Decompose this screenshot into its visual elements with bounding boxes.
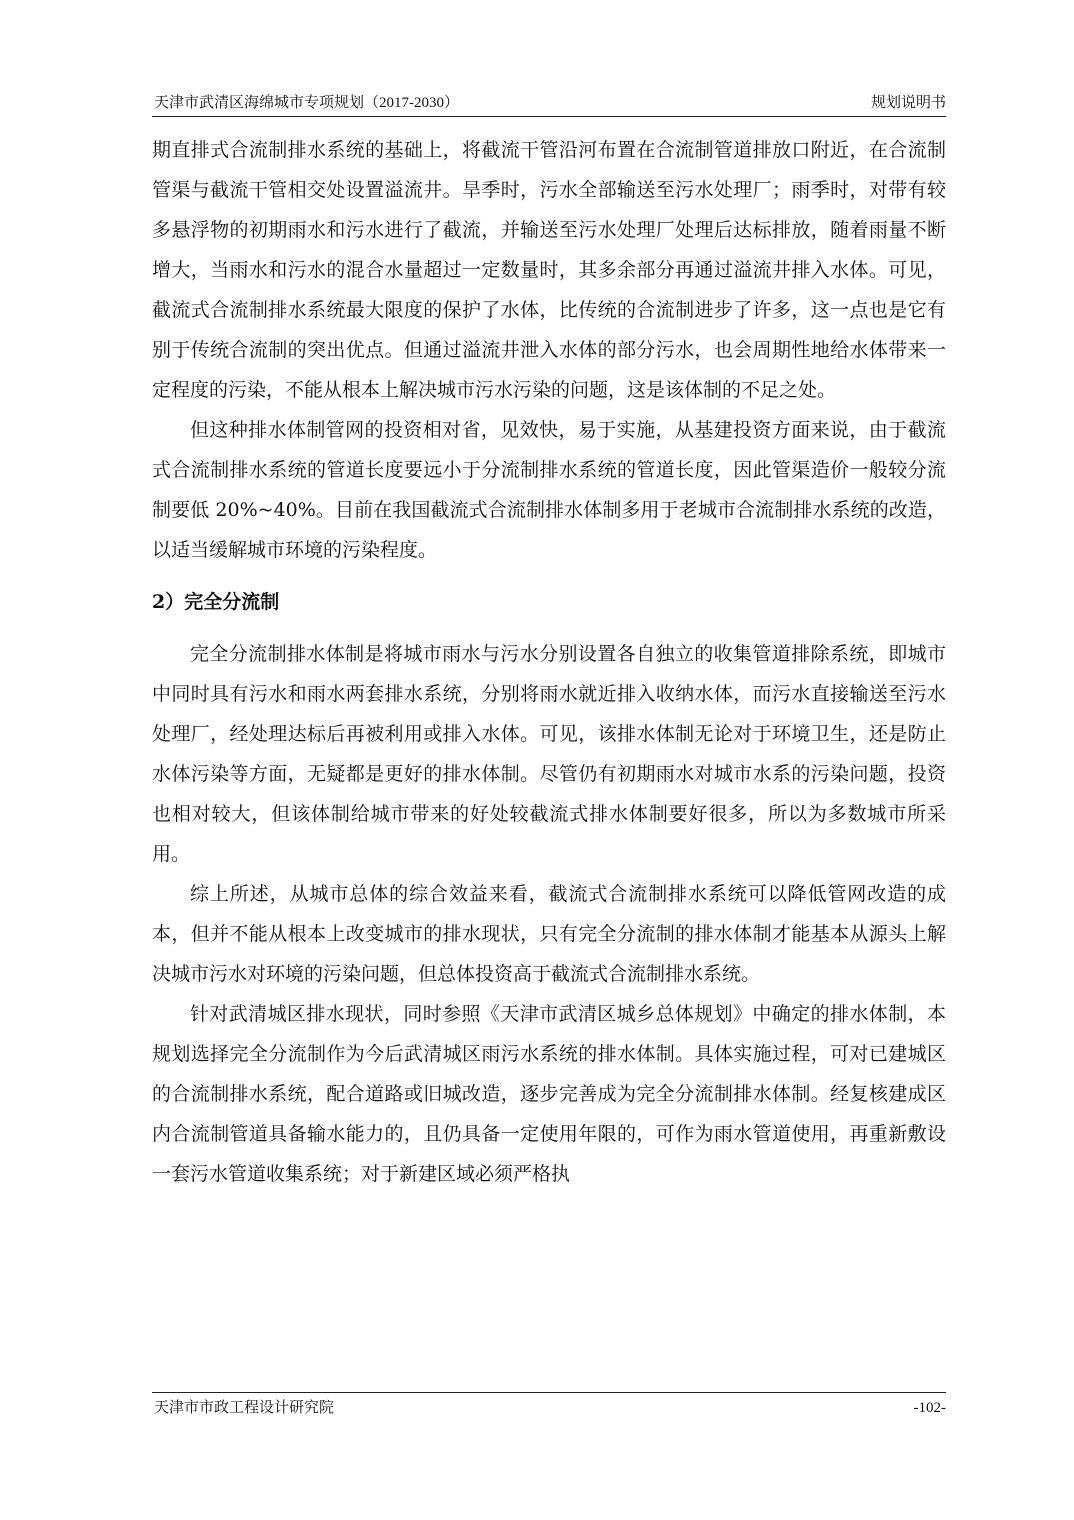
paragraph-3: 完全分流制排水体制是将城市雨水与污水分别设置各自独立的收集管道排除系统，即城市中同时具有污水和雨水两套排水系统，分别将雨水就近排入收纳水体，而污水直接输送至污水处理厂，经处理达标后再被利用或排入水体。可见，该排水体制无论对于环境卫生，还是防止水体污染等方面，无疑都是更好的排水体制。尽管仍有初期雨水对城市水系的污染问题，投资也相对较大，但该体制给城市带来的好处较截流式排水体制要好很多，所以为多数城市所采用。 (152, 643, 946, 865)
paragraph-4: 综上所述，从城市总体的综合效益来看，截流式合流制排水系统可以降低管网改造的成本，但并不能从根本上改变城市的排水现状，只有完全分流制的排水体制才能基本从源头上解决城市污水对环境的污染问题，但总体投资高于截流式合流制排水系统。 (152, 883, 946, 985)
page-footer (152, 1392, 946, 1423)
header-title: 天津市武清区海绵城市专项规划（2017-2030） (154, 95, 459, 111)
page-header (152, 90, 946, 117)
page-number: -102- (913, 1400, 946, 1416)
section-heading: 2）完全分流制 (152, 591, 280, 613)
paragraph-2: 但这种排水体制管网的投资相对省，见效快，易于实施，从基建投资方面来说，由于截流式合流制排水系统的管道长度要远小于分流制排水系统的管道长度，因此管渠造价一般较分流制要低 20%~40%。目前在我国截流式合流制排水体制多用于老城市合流制排水系统的改造，以适当缓解城市环境的污染程度。 (152, 419, 946, 561)
paragraph-1: 期直排式合流制排水系统的基础上，将截流干管沿河布置在合流制管道排放口附近，在合流制管渠与截流干管相交处设置溢流井。旱季时，污水全部输送至污水处理厂；雨季时，对带有较多悬浮物的初期雨水和污水进行了截流，并输送至污水处理厂处理后达标排放，随着雨量不断增大，当雨水和污水的混合水量超过一定数量时，其多余部分再通过溢流井排入水体。可见，截流式合流制排水系统最大限度的保护了水体，比传统的合流制进步了许多，这一点也是它有别于传统合流制的突出优点。但通过溢流井泄入水体的部分污水，也会周期性地给水体带来一定程度的污染，不能从根本上解决城市污水污染的问题，这是该体制的不足之处。 (152, 139, 946, 401)
page-body (152, 130, 946, 1194)
footer-org: 天津市市政工程设计研究院 (154, 1400, 335, 1416)
header-section: 规划说明书 (870, 95, 946, 111)
paragraph-5: 针对武清城区排水现状，同时参照《天津市武清区城乡总体规划》中确定的排水体制，本规划选择完全分流制作为今后武清城区雨污水系统的排水体制。具体实施过程，可对已建城区的合流制排水系统，配合道路或旧城改造，逐步完善成为完全分流制排水体制。经复核建成区内合流制管道具备输水能力的，且仍具备一定使用年限的，可作为雨水管道使用，再重新敷设一套污水管道收集系统；对于新建区域必须严格执 (152, 1003, 946, 1185)
